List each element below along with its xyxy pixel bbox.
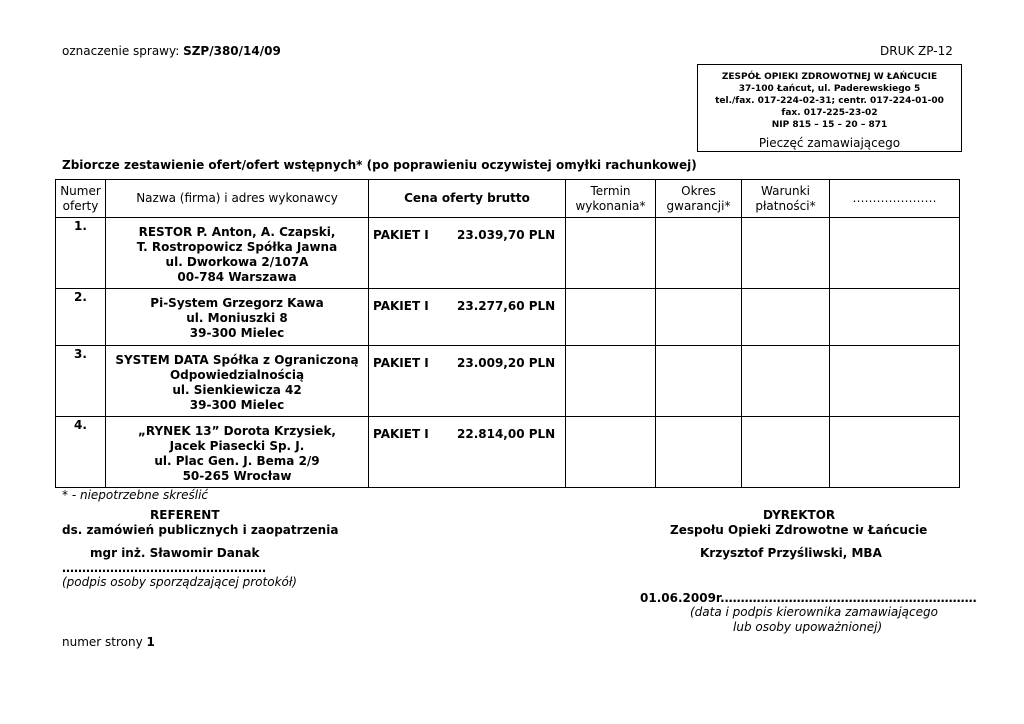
offer-number: 4. bbox=[56, 417, 106, 488]
director-name: Krzysztof Przyśliwski, MBA bbox=[700, 546, 882, 560]
header-contractor-name: Nazwa (firma) i adres wykonawcy bbox=[106, 180, 369, 218]
director-caption-line1: (data i podpis kierownika zamawiającego bbox=[690, 605, 938, 619]
page-number-value: 1 bbox=[146, 635, 155, 649]
referent-role: REFERENT bbox=[150, 508, 220, 522]
offer-price: PAKIET I 23.009,20 PLN bbox=[369, 346, 566, 417]
header-payment: Warunki płatności* bbox=[742, 180, 830, 218]
term-cell bbox=[566, 346, 656, 417]
term-cell bbox=[566, 289, 656, 346]
header-offer-number: Numer oferty bbox=[56, 180, 106, 218]
payment-cell bbox=[742, 289, 830, 346]
director-date-line: 01.06.2009r.……………………………………………………… bbox=[640, 591, 977, 605]
director-institution: Zespołu Opieki Zdrowotne w Łańcucie bbox=[670, 523, 928, 537]
offer-price: PAKIET I 22.814,00 PLN bbox=[369, 417, 566, 488]
table-row bbox=[56, 218, 960, 289]
offer-number: 3. bbox=[56, 346, 106, 417]
warranty-cell bbox=[656, 218, 742, 289]
header-term: Termin wykonania* bbox=[566, 180, 656, 218]
contractor-name: Pi-System Grzegorz Kawa ul. Moniuszki 8 39-300 Mielec bbox=[106, 289, 369, 346]
table-header-row bbox=[56, 180, 960, 218]
offer-price: PAKIET I 23.039,70 PLN bbox=[369, 218, 566, 289]
payment-cell bbox=[742, 417, 830, 488]
footnote: * - niepotrzebne skreślić bbox=[62, 488, 209, 502]
director-caption-line2: lub osoby upoważnionej) bbox=[733, 620, 883, 634]
table-row bbox=[56, 417, 960, 488]
contractor-name: RESTOR P. Anton, A. Czapski, T. Rostropowicz Spółka Jawna ul. Dworkowa 2/107A 00-784 Warszawa bbox=[106, 218, 369, 289]
extra-cell bbox=[830, 289, 960, 346]
payment-cell bbox=[742, 218, 830, 289]
extra-cell bbox=[830, 218, 960, 289]
header-warranty: Okres gwarancji* bbox=[656, 180, 742, 218]
warranty-cell bbox=[656, 417, 742, 488]
case-reference bbox=[62, 44, 281, 58]
contractor-name: „RYNEK 13” Dorota Krzysiek, Jacek Piasecki Sp. J. ul. Plac Gen. J. Bema 2/9 50-265 Wrocław bbox=[106, 417, 369, 488]
term-cell bbox=[566, 417, 656, 488]
document-title: Zbiorcze zestawienie ofert/ofert wstępnych* (po poprawieniu oczywistej omyłki rachunkowej) bbox=[62, 158, 697, 172]
stamp-caption: Pieczęć zamawiającego bbox=[758, 136, 901, 150]
case-label: oznaczenie sprawy: bbox=[62, 44, 184, 58]
case-number: SZP/380/14/09 bbox=[183, 44, 281, 58]
referent-department: ds. zamówień publicznych i zaopatrzenia bbox=[62, 523, 339, 537]
page-number-label: numer strony bbox=[62, 635, 147, 649]
page-number bbox=[62, 635, 155, 649]
form-code: DRUK ZP-12 bbox=[880, 44, 953, 58]
table-row bbox=[56, 289, 960, 346]
contractor-name: SYSTEM DATA Spółka z Ograniczoną Odpowiedzialnością ul. Sienkiewicza 42 39-300 Mielec bbox=[106, 346, 369, 417]
director-role: DYREKTOR bbox=[763, 508, 836, 522]
institution-stamp bbox=[697, 64, 962, 152]
extra-cell bbox=[830, 346, 960, 417]
stamp-line-phone: tel./fax. 017-224-02-31; centr. 017-224-01-00 bbox=[715, 96, 944, 106]
header-extra: ………………… bbox=[830, 180, 960, 218]
warranty-cell bbox=[656, 289, 742, 346]
stamp-line-fax: fax. 017-225-23-02 bbox=[781, 108, 878, 118]
offer-price: PAKIET I 23.277,60 PLN bbox=[369, 289, 566, 346]
offers-table bbox=[55, 179, 960, 488]
offer-number: 1. bbox=[56, 218, 106, 289]
term-cell bbox=[566, 218, 656, 289]
payment-cell bbox=[742, 346, 830, 417]
referent-name: mgr inż. Sławomir Danak bbox=[90, 546, 260, 560]
referent-signature-caption: (podpis osoby sporządzającej protokół) bbox=[62, 575, 297, 589]
table-row bbox=[56, 346, 960, 417]
offer-number: 2. bbox=[56, 289, 106, 346]
warranty-cell bbox=[656, 346, 742, 417]
stamp-line-address: 37-100 Łańcut, ul. Paderewskiego 5 bbox=[738, 84, 921, 94]
stamp-line-nip: NIP 815 – 15 – 20 – 871 bbox=[771, 120, 888, 130]
header-gross-price: Cena oferty brutto bbox=[369, 180, 566, 218]
referent-signature-dots: …………………………………………… bbox=[62, 561, 266, 575]
extra-cell bbox=[830, 417, 960, 488]
stamp-line-name: ZESPÓŁ OPIEKI ZDROWOTNEJ W ŁAŃCUCIE bbox=[721, 72, 938, 82]
